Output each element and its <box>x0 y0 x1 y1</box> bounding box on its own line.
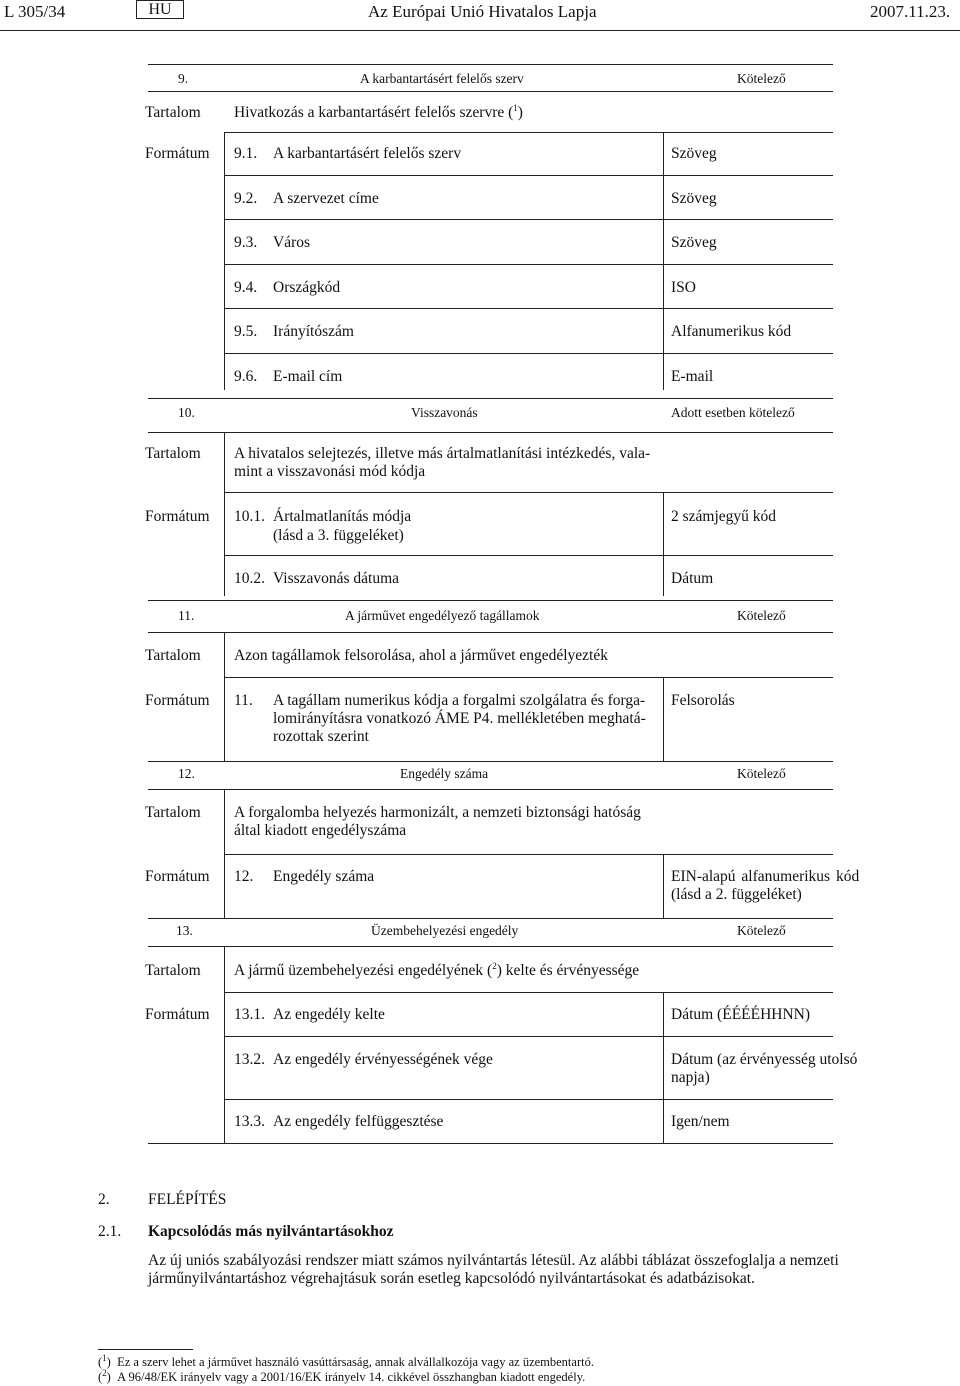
divider <box>224 219 833 220</box>
field-format: EIN-alapú alfanumerikus kód <box>671 868 860 885</box>
column-divider <box>663 992 664 1143</box>
field-label: Országkód <box>273 279 341 296</box>
divider <box>148 64 833 65</box>
row-label: Formátum <box>145 868 210 885</box>
footnote-ref[interactable]: 1 <box>513 102 518 113</box>
section-number: 10. <box>178 405 195 420</box>
field-format: Dátum (ÉÉÉÉHHNN) <box>671 1006 811 1023</box>
section-title: A járművet engedélyező tagállamok <box>345 608 540 623</box>
status-badge: Kötelező <box>737 71 786 86</box>
content-text <box>234 962 639 980</box>
divider <box>148 1143 833 1144</box>
field-label: Az engedély kelte <box>273 1006 385 1023</box>
field-label: Engedély száma <box>273 868 375 885</box>
field-format: E-mail <box>671 368 714 385</box>
field-format-note: (lásd a 2. függeléket) <box>671 886 802 903</box>
field-label: rozottak szerint <box>273 728 369 745</box>
paragraph-line: járműnyilvántartáshoz végrehajtásuk során esetleg kapcsolódó nyilvántartásokat és adatbázisokat. <box>148 1270 755 1287</box>
page-reference: L 305/34 <box>4 2 66 21</box>
section-number: 2. <box>98 1191 110 1208</box>
divider <box>148 632 833 633</box>
divider <box>148 432 833 433</box>
paragraph-line: Az új uniós szabályozási rendszer miatt számos nyilvántartás létesül. Az alábbi táblázat összefoglalja a nemzeti <box>148 1252 839 1269</box>
section-title: Üzembehelyezési engedély <box>371 923 519 938</box>
row-label: Tartalom <box>145 647 201 664</box>
row-label: Formátum <box>145 508 210 525</box>
field-number: 12. <box>234 868 254 885</box>
footnote-rule <box>98 1349 193 1350</box>
divider <box>148 946 833 947</box>
divider <box>148 918 833 919</box>
content-text: Azon tagállamok felsorolása, ahol a járművet engedélyezték <box>234 647 608 664</box>
field-label: A tagállam numerikus kódja a forgalmi szolgálatra és forga- <box>273 692 646 709</box>
field-format: Szöveg <box>671 234 717 251</box>
column-divider <box>224 946 225 1143</box>
divider <box>148 600 833 601</box>
field-number: 9.5. <box>234 323 258 340</box>
column-divider <box>224 789 225 918</box>
content-text: A hivatalos selejtezés, illetve más ártalmatlanítási intézkedés, vala- <box>234 445 651 462</box>
journal-title: Az Európai Unió Hivatalos Lapja <box>368 2 597 21</box>
field-format: Szöveg <box>671 190 717 207</box>
content-main: Hivatkozás a karbantartásért felelős szervre ( <box>234 104 514 121</box>
row-label: Formátum <box>145 692 210 709</box>
section-title: A karbantartásért felelős szerv <box>360 71 524 86</box>
field-label: Város <box>273 234 311 251</box>
status-badge: Kötelező <box>737 608 786 623</box>
section-number: 13. <box>176 923 193 938</box>
divider <box>224 555 833 556</box>
field-label: E-mail cím <box>273 368 343 385</box>
content-text: által kiadott engedélyszáma <box>234 822 407 839</box>
divider <box>224 677 833 678</box>
column-divider <box>663 492 664 596</box>
row-label: Tartalom <box>145 445 201 462</box>
language-badge: HU <box>136 0 184 19</box>
footnote-text: Ez a szerv lehet a járművet használó vasúttársaság, annak alvállalkozója vagy az üzembentartó. <box>117 1355 594 1369</box>
field-number: 13.3. <box>234 1113 265 1130</box>
divider <box>224 492 833 493</box>
field-label: lomirányításra vonatkozó ÁME P4. mellékletében meghatá- <box>273 710 646 727</box>
footnote-marker: 1 <box>102 1352 107 1363</box>
field-number: 10.2. <box>234 570 265 587</box>
header-rule <box>0 30 960 31</box>
field-format: Dátum <box>671 570 714 587</box>
footnote-text: A 96/48/EK irányelv vagy a 2001/16/EK irányelv 14. cikkével összhangban kiadott engedély. <box>117 1370 586 1384</box>
status-badge: Kötelező <box>737 766 786 781</box>
field-number: 9.6. <box>234 368 258 385</box>
column-divider <box>224 432 225 596</box>
divider <box>224 992 833 993</box>
divider <box>224 264 833 265</box>
column-divider <box>663 854 664 918</box>
content-text <box>234 104 523 122</box>
field-number: 13.1. <box>234 1006 265 1023</box>
row-label: Tartalom <box>145 104 201 121</box>
section-title: Visszavonás <box>411 405 478 420</box>
divider <box>148 789 833 790</box>
subsection-heading: Kapcsolódás más nyilvántartásokhoz <box>148 1223 394 1240</box>
divider <box>224 854 833 855</box>
subsection-number: 2.1. <box>98 1223 122 1240</box>
divider <box>224 308 833 309</box>
divider <box>224 1099 833 1100</box>
section-heading: FELÉPÍTÉS <box>148 1191 227 1208</box>
row-label: Formátum <box>145 1006 210 1023</box>
divider <box>224 175 833 176</box>
field-format: ISO <box>671 279 696 296</box>
field-format: Szöveg <box>671 145 717 162</box>
column-divider <box>224 632 225 761</box>
field-number: 13.2. <box>234 1051 265 1068</box>
field-number: 9.4. <box>234 279 258 296</box>
row-label: Tartalom <box>145 804 201 821</box>
column-divider <box>663 132 664 390</box>
row-label: Formátum <box>145 145 210 162</box>
field-number: 11. <box>234 692 253 709</box>
field-format: 2 számjegyű kód <box>671 508 777 525</box>
section-title: Engedély száma <box>400 766 489 781</box>
field-format: Alfanumerikus kód <box>671 323 792 340</box>
field-format: Dátum (az érvényesség utolsó <box>671 1051 858 1068</box>
field-format: Felsorolás <box>671 692 735 709</box>
publication-date: 2007.11.23. <box>870 2 951 21</box>
footnote-1: ($^1$) Ez a szerv lehet a járművet használó vasúttársaság, annak alvállalkozója vagy az üzembentartó. <box>98 1352 594 1369</box>
row-label: Tartalom <box>145 962 201 979</box>
footnote-ref[interactable]: 2 <box>492 960 497 971</box>
field-label: Irányítószám <box>273 323 354 340</box>
field-number: 9.3. <box>234 234 258 251</box>
divider <box>148 91 833 92</box>
field-format: Igen/nem <box>671 1113 730 1130</box>
field-label: Ártalmatlanítás módja <box>273 508 412 525</box>
field-label: A karbantartásért felelős szerv <box>273 145 462 162</box>
status-badge: Kötelező <box>737 923 786 938</box>
content-text: A forgalomba helyezés harmonizált, a nemzeti biztonsági hatóság <box>234 804 641 821</box>
field-number: 9.2. <box>234 190 258 207</box>
section-number: 11. <box>178 608 195 623</box>
divider <box>148 761 833 762</box>
page-header <box>0 0 960 30</box>
field-label: Az engedély érvényességének vége <box>273 1051 493 1068</box>
footnote-marker: 2 <box>102 1367 107 1378</box>
field-label: Visszavonás dátuma <box>273 570 400 587</box>
section-number: 12. <box>178 766 195 781</box>
field-label: Az engedély felfüggesztése <box>273 1113 444 1130</box>
content-text: mint a visszavonási mód kódja <box>234 463 426 480</box>
field-label-note: (lásd a 3. függeléket) <box>273 527 404 544</box>
content-main: A jármű üzembehelyezési engedélyének ( <box>234 962 493 979</box>
field-format: napja) <box>671 1069 710 1086</box>
content-end: ) kelte és érvényessége <box>496 962 640 979</box>
footnote-2: ($^2$) A 96/48/EK irányelv vagy a 2001/16/EK irányelv 14. cikkével összhangban kiadott engedély. <box>98 1367 586 1384</box>
field-label: A szervezet címe <box>273 190 379 207</box>
divider <box>224 1036 833 1037</box>
divider <box>148 398 833 399</box>
content-end: ) <box>517 104 523 121</box>
column-divider <box>663 677 664 761</box>
divider <box>224 132 833 133</box>
divider <box>224 353 833 354</box>
field-number: 9.1. <box>234 145 258 162</box>
field-number: 10.1. <box>234 508 265 525</box>
section-number: 9. <box>178 71 189 86</box>
status-badge: Adott esetben kötelező <box>671 405 795 420</box>
column-divider <box>224 132 225 390</box>
